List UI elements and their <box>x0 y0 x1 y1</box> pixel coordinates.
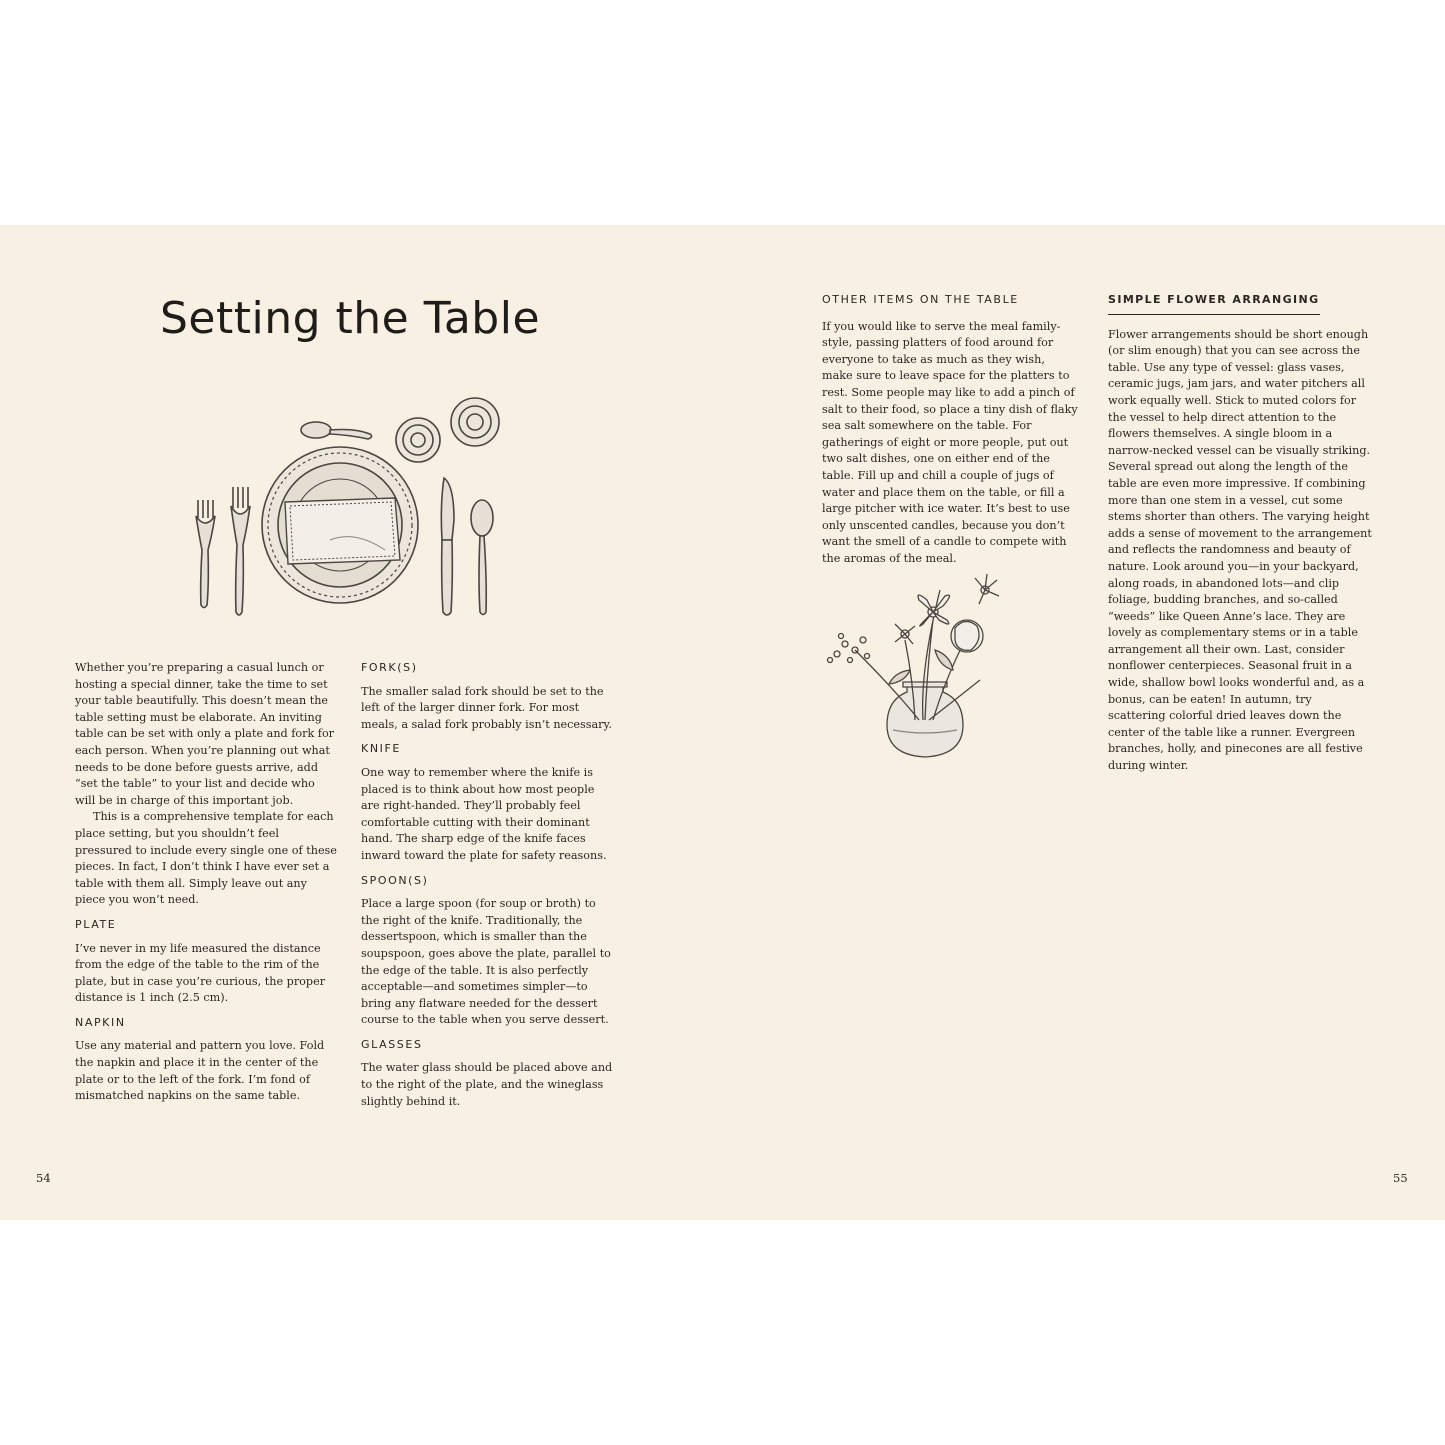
salad-fork-drawing <box>196 500 215 608</box>
left-column-2 <box>361 660 613 1110</box>
spoons-heading: SPOON(S) <box>361 873 429 887</box>
other-items-heading: OTHER ITEMS ON THE TABLE <box>822 293 1019 306</box>
other-items-text: If you would like to serve the meal family-style, passing platters of food around for everyone to take as much as they wish, make sure to leave space for the platters to rest. Some people may like to add a pinch of salt to their food, so place a tiny dish of flaky sea salt somewhere on the table. For gatherings of eight or more people, put out two salt dishes, one on either end of the table. Fill up and chill a couple of jugs of water and place them on the table, or fill a large pitcher with ice water. It’s best to use only unscented candles, because you don’t want the smell of a candle to compete with the aromas of the meal. <box>822 319 1078 565</box>
page-title: Setting the Table <box>160 293 541 344</box>
left-column-1 <box>75 660 337 1105</box>
right-column-1 <box>822 292 1078 568</box>
place-setting-illustration <box>190 390 500 620</box>
right-column-2 <box>1108 292 1372 775</box>
dessert-spoon-drawing <box>301 422 372 439</box>
forks-heading: FORK(S) <box>361 661 418 674</box>
dinner-fork-drawing <box>231 487 250 615</box>
napkin-text: Use any material and pattern you love. Fold the napkin and place it in the center of the plate or to the left of the fork. I’m fond of mismatched napkins on the same table. <box>75 1039 325 1103</box>
glasses-heading: GLASSES <box>361 1037 423 1051</box>
forks-text: The smaller salad fork should be set to the left of the larger dinner fork. For most meals, a salad fork probably isn’t necessary. <box>361 684 612 731</box>
flower-arranging-text: Flower arrangements should be short enough (or slim enough) that you can see across the table. Use any type of vessel: glass vases, ceramic jugs, jam jars, and water pitchers all work equally well. Stick to muted colors for the vessel to help direct attention to the flowers themselves. A single bloom in a narrow-necked vessel can be visually striking. Several spread out along the length of the table are even more impressive. If combining more than one stem in a vessel, cut some stems shorter than others. The varying height adds a sense of movement to the arrangement and reflects the randomness and beauty of nature. Look around you—in your backyard, along roads, in abandoned lots—and clip foliage, budding branches, and so-called “weeds” like Queen Anne’s lace. They are lovely as complementary stems or in a table arrangement all their own. Last, consider nonflower centerpieces. Seasonal fruit in a wide, shallow bowl looks wonderful and, as a bonus, can be eaten! In autumn, try scattering colorful dried leaves down the center of the table like a runner. Evergreen branches, holly, and pinecones are all festive during winter. <box>1108 327 1372 773</box>
soup-spoon-drawing <box>471 500 493 615</box>
page-number-left: 54 <box>36 1171 51 1185</box>
flower-arranging-heading: SIMPLE FLOWER ARRANGING <box>1108 292 1320 315</box>
flower-vase-illustration <box>815 560 1020 765</box>
knife-heading: KNIFE <box>361 742 401 756</box>
wineglass-drawing <box>451 398 499 446</box>
intro-paragraph-1: Whether you’re preparing a casual lunch or hosting a special dinner, take the time to set your table beautifully. This doesn’t mean the table setting must be elaborate. An inviting table can be set with only a plate and fork for each person. When you’re planning out what needs to be done before guests arrive, add “set the table” to your list and decide who will be in charge of this important job. <box>75 661 335 807</box>
page-number-right: 55 <box>1393 1171 1408 1185</box>
intro-paragraph-2: This is a comprehensive template for each place setting, but you shouldn’t feel pressured to include every single one of these pieces. In fact, I don’t think I have ever set a table with them all. Simply leave out any piece you won’t need. <box>75 810 337 907</box>
napkin-heading: NAPKIN <box>75 1015 126 1029</box>
water-glass-drawing <box>396 418 440 462</box>
plate-text: I’ve never in my life measured the distance from the edge of the table to the rim of the plate, but in case you’re curious, the proper distance is 1 inch (2.5 cm). <box>75 941 326 1005</box>
napkin-drawing <box>285 498 400 564</box>
glasses-text: The water glass should be placed above and to the right of the plate, and the wineglass slightly behind it. <box>361 1061 613 1108</box>
knife-text: One way to remember where the knife is placed is to think about how most people are right-handed. They’ll probably feel comfortable cutting with their dominant hand. The sharp edge of the knife faces inward toward the plate for safety reasons. <box>361 765 607 862</box>
spoons-text: Place a large spoon (for soup or broth) to the right of the knife. Traditionally, the dessertspoon, which is smaller than the soupspoon, goes above the plate, parallel to the edge of the table. It is also perfectly acceptable—and sometimes simpler—to bring any flatware needed for the dessert course to the table when you serve dessert. <box>361 897 611 1027</box>
plate-heading: PLATE <box>75 917 117 931</box>
knife-drawing <box>441 478 454 615</box>
